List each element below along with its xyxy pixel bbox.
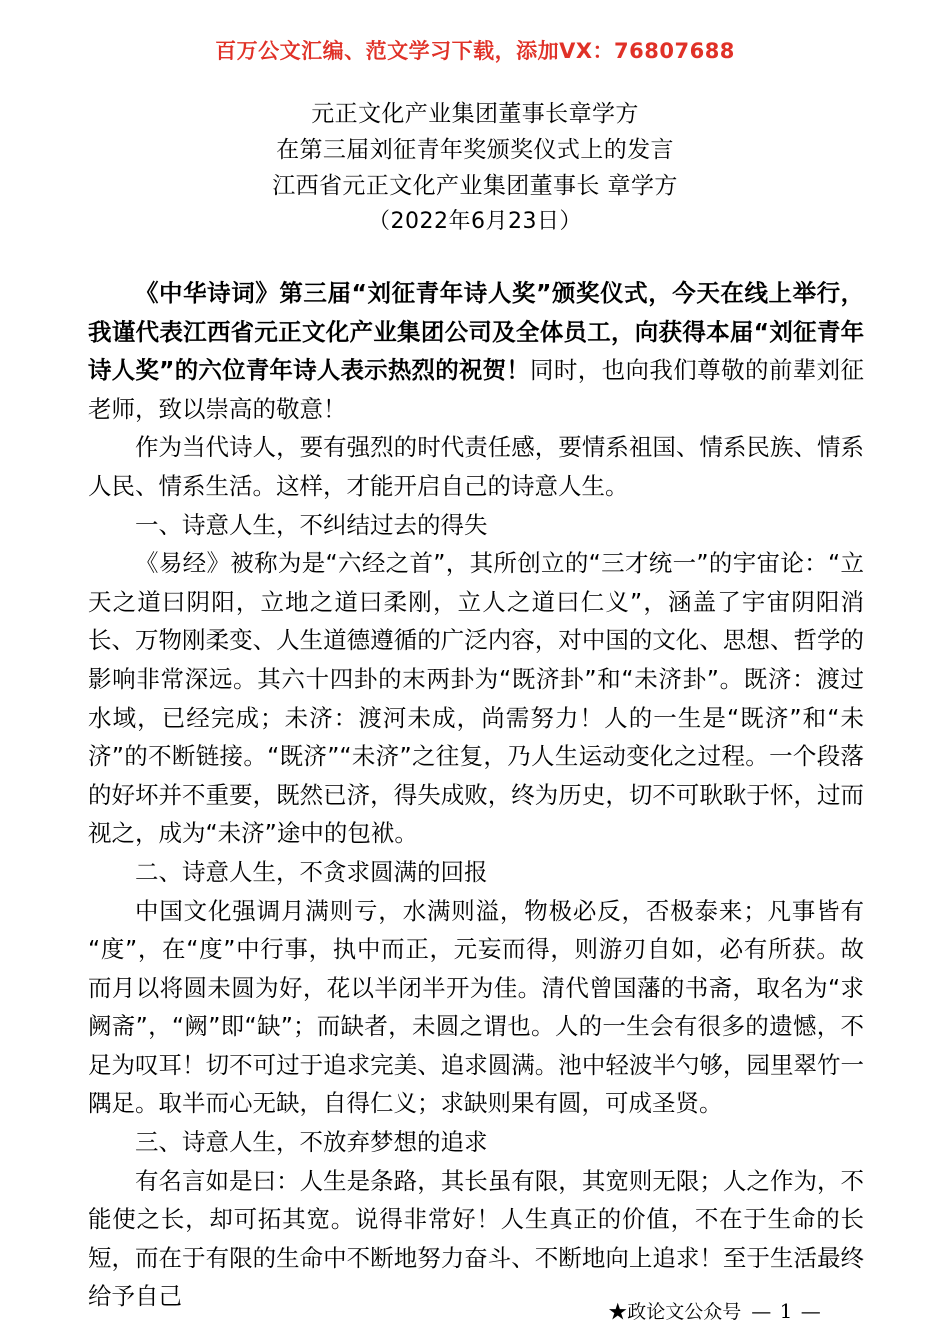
paragraph-opening-rest: 同时，也向我们尊敬的前辈刘征老师，致以崇高的敬意！ (88, 356, 864, 423)
paragraph-2: 作为当代诗人，要有强烈的时代责任感，要情系祖国、情系民族、情系人民、情系生活。这样，才能开启自己的诗意人生。 (88, 433, 864, 500)
paragraph-5: 有名言如是曰：人生是条路，其长虽有限，其宽则无限；人之作为，不能使之长，却可拓其宽。说得非常好！人生真正的价值，不在于生命的长短，而在于有限的生命中不断地努力奋斗、不断地向上追求！至于生活最终给予自己 (88, 1166, 864, 1311)
footer-inner (608, 1297, 821, 1324)
page-number: — 1 — (751, 1298, 822, 1323)
title-line-1: 元正文化产业集团董事长章学方 (311, 101, 639, 127)
title-line-3: 江西省元正文化产业集团董事长 章学方 (272, 173, 678, 199)
section-heading-3: 三、诗意人生，不放弃梦想的追求 (135, 1128, 488, 1157)
section-heading-1: 一、诗意人生，不纠结过去的得失 (135, 510, 488, 539)
document-body (88, 274, 864, 1316)
paragraph-opening (88, 274, 864, 428)
footer-watermark: ★政论文公众号 (608, 1301, 742, 1323)
paragraph-4: 中国文化强调月满则亏，水满则溢，物极必反，否极泰来；凡事皆有“度”，在“度”中行事，执中而正，元妄而得，则游刃自如，必有所获。故而月以将圆未圆为好，花以半闭半开为佳。清代曾国藩的书斋，取名为“求阙斋”，“阙”即“缺”；而缺者，未圆之谓也。人的一生会有很多的遗憾，不足为叹耳！切不可过于追求完美、追求圆满。池中轻波半勺够，园里翠竹一隅足。取半而心无缺，自得仁义；求缺则果有圆，可成圣贤。 (88, 896, 864, 1118)
paragraph-3: 《易经》被称为是“六经之首”，其所创立的“三才统一”的宇宙论：“立天之道曰阴阳，立地之道曰柔刚，立人之道曰仁义”，涵盖了宇宙阴阳消长、万物刚柔变、人生道德遵循的广泛内容，对中国的文化、思想、哲学的影响非常深远。其六十四卦的末两卦为“既济卦”和“未济卦”。既济：渡过水域，已经完成；未济：渡河未成，尚需努力！人的一生是“既济”和“未济”的不断链接。“既济”“未济”之往复，乃人生运动变化之过程。一个段落的好坏并不重要，既然已济，得失成败，终为历史，切不可耿耿于怀，过而视之，成为“未济”途中的包袱。 (88, 549, 864, 848)
title-block (0, 96, 950, 240)
title-date: （2022年6月23日） (368, 209, 582, 234)
promo-banner: 百万公文汇编、范文学习下载，添加VX：76807688 (215, 39, 735, 63)
paragraph-opening-bold: 《中华诗词》第三届“刘征青年诗人奖”颁奖仪式，今天在线上举行，我谨代表江西省元正文化产业集团公司及全体员工，向获得本届“刘征青年诗人奖”的六位青年诗人表示热烈的祝贺！ (88, 279, 864, 385)
page-footer (0, 1297, 950, 1324)
section-heading-2: 二、诗意人生，不贪求圆满的回报 (135, 857, 488, 886)
title-line-2: 在第三届刘征青年奖颁奖仪式上的发言 (276, 137, 674, 163)
